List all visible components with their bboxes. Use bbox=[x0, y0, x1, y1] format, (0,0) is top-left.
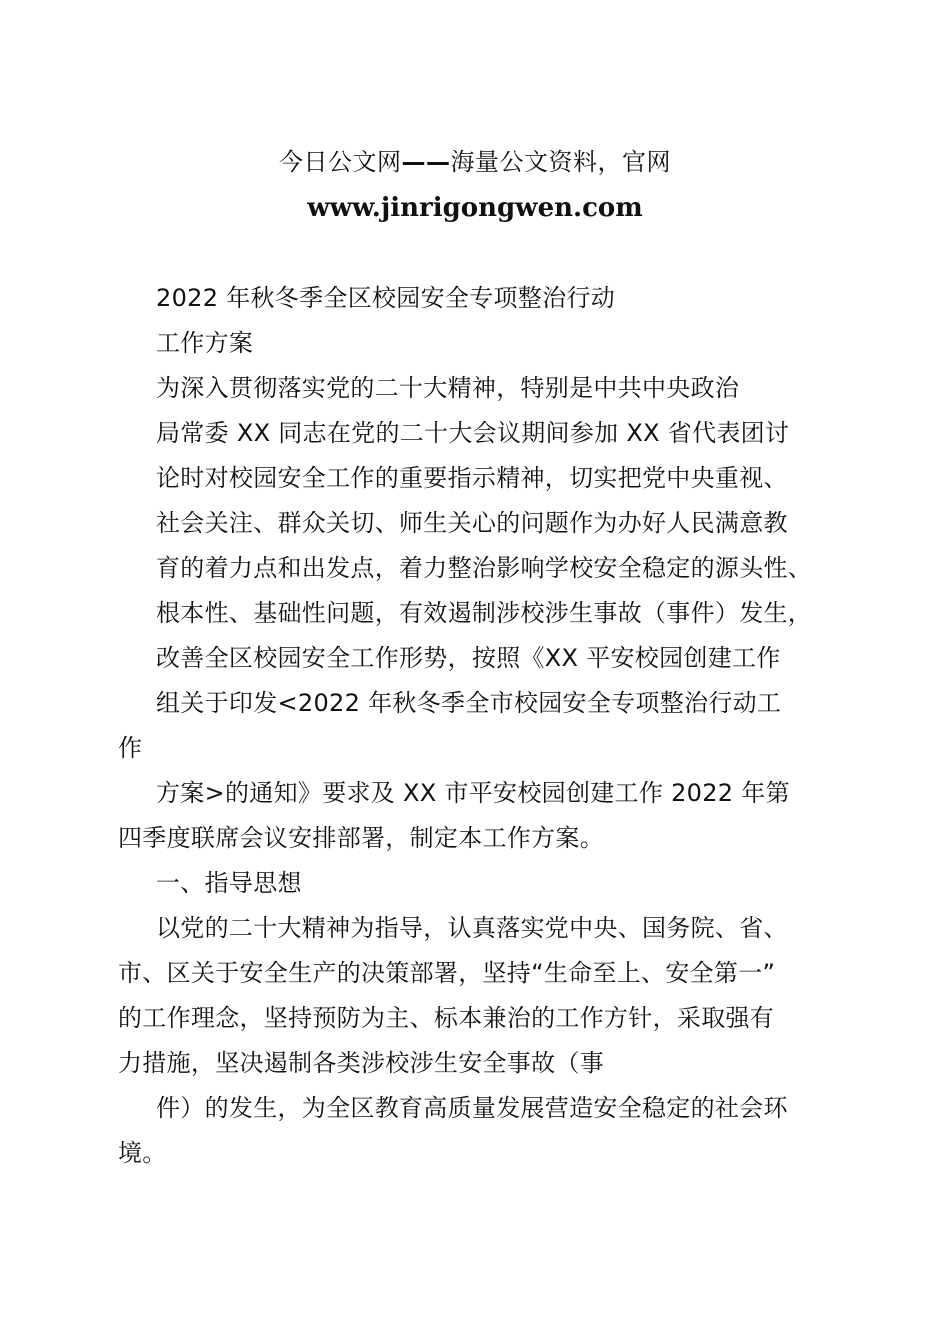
section-heading: 一、指导思想 bbox=[156, 869, 302, 897]
site-name: 今日公文网 bbox=[279, 148, 402, 176]
title-dash: —— bbox=[401, 148, 451, 176]
paragraph-line: 局常委 XX 同志在党的二十大会议期间参加 XX 省代表团讨 bbox=[156, 419, 790, 447]
doc-title-line-1: 2022 年秋冬季全区校园安全专项整治行动 bbox=[156, 284, 616, 312]
paragraph-line: 的工作理念，坚持预防为主、标本兼治的工作方针，采取强有 bbox=[118, 1004, 775, 1032]
site-url[interactable]: www.jinrigongwen.com bbox=[307, 193, 643, 223]
paragraph-line: 改善全区校园安全工作形势，按照《XX 平安校园创建工作 bbox=[156, 644, 781, 672]
paragraph-line: 四季度联席会议安排部署，制定本工作方案。 bbox=[118, 824, 604, 852]
paragraph-line: 根本性、基础性问题，有效遏制涉校涉生事故（事件）发生， bbox=[156, 599, 813, 627]
paragraph-line: 育的着力点和出发点，着力整治影响学校安全稳定的源头性、 bbox=[156, 554, 813, 582]
paragraph-line: 方案>的通知》要求及 XX 市平安校园创建工作 2022 年第 bbox=[156, 779, 790, 807]
site-header-title bbox=[0, 142, 950, 182]
paragraph-line: 社会关注、群众关切、师生关心的问题作为办好人民满意教 bbox=[156, 509, 788, 537]
doc-title-line-2: 工作方案 bbox=[156, 329, 254, 357]
paragraph-line: 为深入贯彻落实党的二十大精神，特别是中共中央政治 bbox=[156, 374, 740, 402]
paragraph-line: 作 bbox=[118, 734, 143, 762]
paragraph-line: 件）的发生，为全区教育高质量发展营造安全稳定的社会环 bbox=[156, 1094, 788, 1122]
paragraph-line: 境。 bbox=[118, 1139, 167, 1167]
paragraph-line: 市、区关于安全生产的决策部署，坚持“生命至上、安全第一” bbox=[118, 959, 776, 987]
paragraph-line: 力措施，坚决遏制各类涉校涉生安全事故（事 bbox=[118, 1049, 604, 1077]
paragraph-line: 组关于印发<2022 年秋冬季全市校园安全专项整治行动工 bbox=[156, 689, 782, 717]
paragraph-line: 论时对校园安全工作的重要指示精神，切实把党中央重视、 bbox=[156, 464, 788, 492]
paragraph-line: 以党的二十大精神为指导，认真落实党中央、国务院、省、 bbox=[156, 914, 788, 942]
site-tagline: 海量公文资料，官网 bbox=[450, 148, 671, 176]
